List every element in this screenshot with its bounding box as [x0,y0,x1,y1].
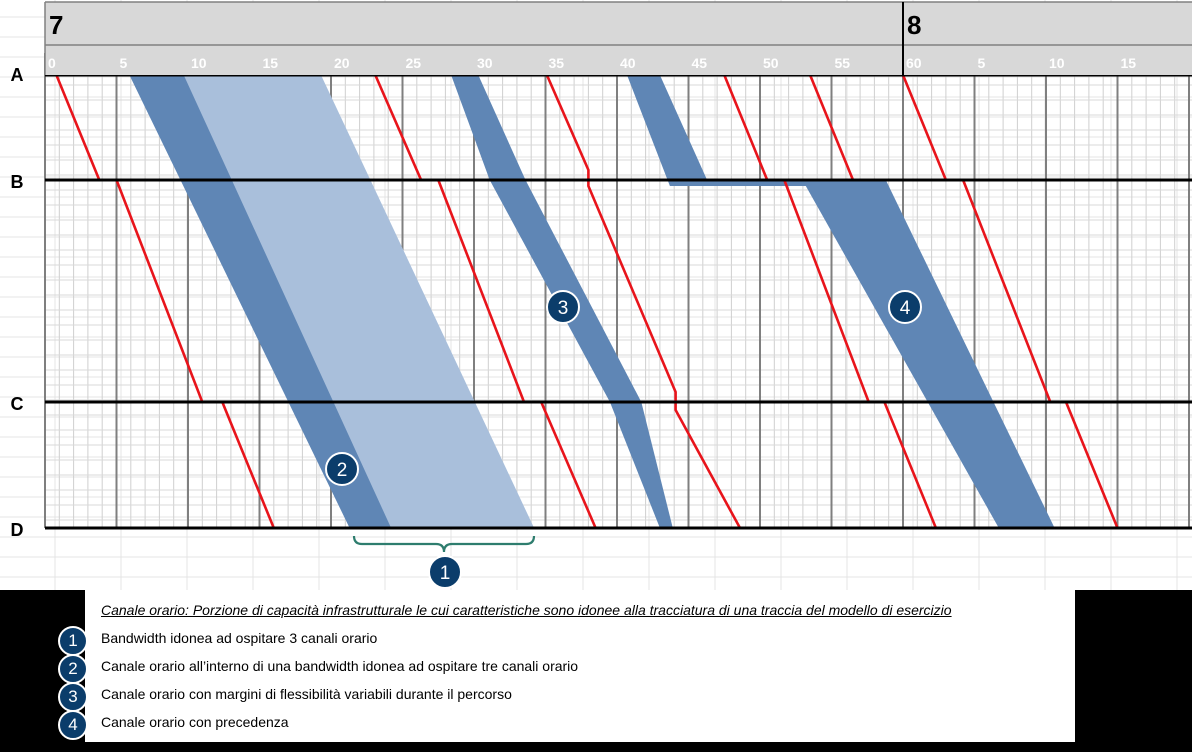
minute-tick-label: 15 [1120,55,1137,71]
marker-number: 1 [439,563,451,584]
minute-tick-label: 15 [262,55,279,71]
minute-tick-label: 25 [405,55,422,71]
station-label: A [10,65,24,85]
legend-text: Canale orario all’interno di una bandwidth idonea ad ospitare tre canali orario [101,658,579,674]
legend-marker: 4 [58,710,88,740]
minute-tick-label: 10 [1049,55,1065,71]
legend-title: Canale orario: Porzione di capacità infrastrutturale le cui caratteristiche sono idonee alla tracciatura di una traccia del modello di esercizio [101,602,952,618]
legend-text: Bandwidth idonea ad ospitare 3 canali orario [101,630,378,646]
channel-marker-3 [547,291,579,323]
minute-tick-label: 45 [691,55,708,71]
channel-marker-2 [326,453,358,485]
legend-item-4 [58,710,1058,734]
minute-tick-label: 0 [48,55,56,71]
bandwidth-brace [354,536,534,552]
channel-marker-1 [429,556,461,588]
minute-tick-label: 55 [834,55,851,71]
hour-label: 7 [49,10,64,40]
marker-number: 2 [336,460,348,481]
minute-tick-label: 20 [334,55,350,71]
minute-tick-label: 60 [906,55,922,71]
minute-tick-label: 10 [191,55,207,71]
channel-marker-4 [889,291,921,323]
legend-item-2 [58,654,1058,678]
minute-tick-label: 35 [548,55,565,71]
hour-label: 8 [907,10,922,40]
marker-number: 3 [557,298,569,319]
legend-text: Canale orario con precedenza [101,714,289,730]
minute-tick-label: 30 [477,55,493,71]
legend-item-3 [58,682,1058,706]
marker-number: 4 [899,298,911,319]
legend-marker: 1 [58,626,88,656]
legend-marker: 3 [58,682,88,712]
station-label: C [10,394,24,414]
minute-tick-label: 5 [977,55,986,71]
legend-marker: 2 [58,654,88,684]
time-header-bg [45,2,1192,75]
minute-tick-label: 50 [763,55,779,71]
time-header [45,2,1192,75]
station-label: D [10,520,24,540]
legend-item-1 [58,626,1058,650]
legend-text: Canale orario con margini di flessibilità variabili durante il percorso [101,686,512,702]
minute-tick-label: 40 [620,55,636,71]
minute-tick-label: 5 [119,55,128,71]
station-label: B [10,172,24,192]
